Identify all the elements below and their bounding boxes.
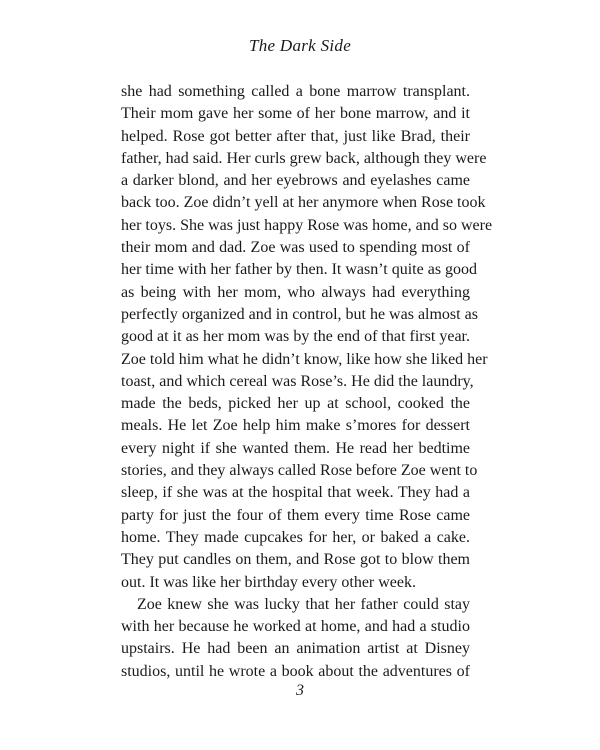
- text-line: as being with her mom, who always had everything: [121, 283, 470, 301]
- text-line: stories, and they always called Rose before Zoe went to: [121, 462, 478, 480]
- body-text: [121, 81, 493, 683]
- paragraph-2: [121, 594, 470, 683]
- text-line: their mom and dad. Zoe was used to spending most of: [121, 239, 470, 257]
- text-line: out. It was like her birthday every other week.: [121, 573, 417, 591]
- text-line: a darker blond, and her eyebrows and eyelashes came: [121, 172, 470, 190]
- paragraph-1: [121, 81, 493, 594]
- text-line: father, had said. Her curls grew back, although they were: [121, 149, 487, 167]
- page-number: 3: [296, 682, 304, 699]
- text-line: good at it as her mom was by the end of that first year.: [121, 328, 470, 346]
- text-line: They put candles on them, and Rose got to blow them: [121, 551, 470, 569]
- text-line: upstairs. He had been an animation artist at Disney: [121, 640, 470, 658]
- text-line: her time with her father by then. It wasn’t quite as good: [121, 261, 478, 279]
- text-line: Their mom gave her some of her bone marrow, and it: [121, 105, 470, 123]
- text-line: every night if she wanted them. He read her bedtime: [121, 439, 470, 457]
- text-line: made the beds, picked her up at school, cooked the: [121, 395, 470, 413]
- text-line: studios, until he wrote a book about the adventures of: [121, 662, 470, 680]
- text-line: her toys. She was just happy Rose was home, and so were: [121, 216, 493, 234]
- text-line: Zoe knew she was lucky that her father could stay: [137, 595, 470, 613]
- text-line: perfectly organized and in control, but he was almost as: [121, 305, 478, 323]
- text-line: back too. Zoe didn’t yell at her anymore when Rose took: [121, 194, 486, 212]
- text-line: sleep, if she was at the hospital that week. They had a: [121, 484, 470, 502]
- text-line: home. They made cupcakes for her, or baked a cake.: [121, 528, 470, 546]
- text-line: toast, and which cereal was Rose’s. He did the laundry,: [121, 372, 474, 390]
- text-line: Zoe told him what he didn’t know, like how she liked her: [121, 350, 488, 368]
- running-head: The Dark Side: [248, 36, 352, 55]
- text-line: helped. Rose got better after that, just like Brad, their: [121, 127, 470, 145]
- text-line: party for just the four of them every time Rose came: [121, 506, 470, 524]
- text-line: she had something called a bone marrow transplant.: [121, 83, 470, 100]
- text-line: meals. He let Zoe help him make s’mores for dessert: [121, 417, 470, 435]
- text-line: with her because he worked at home, and had a studio: [121, 618, 470, 636]
